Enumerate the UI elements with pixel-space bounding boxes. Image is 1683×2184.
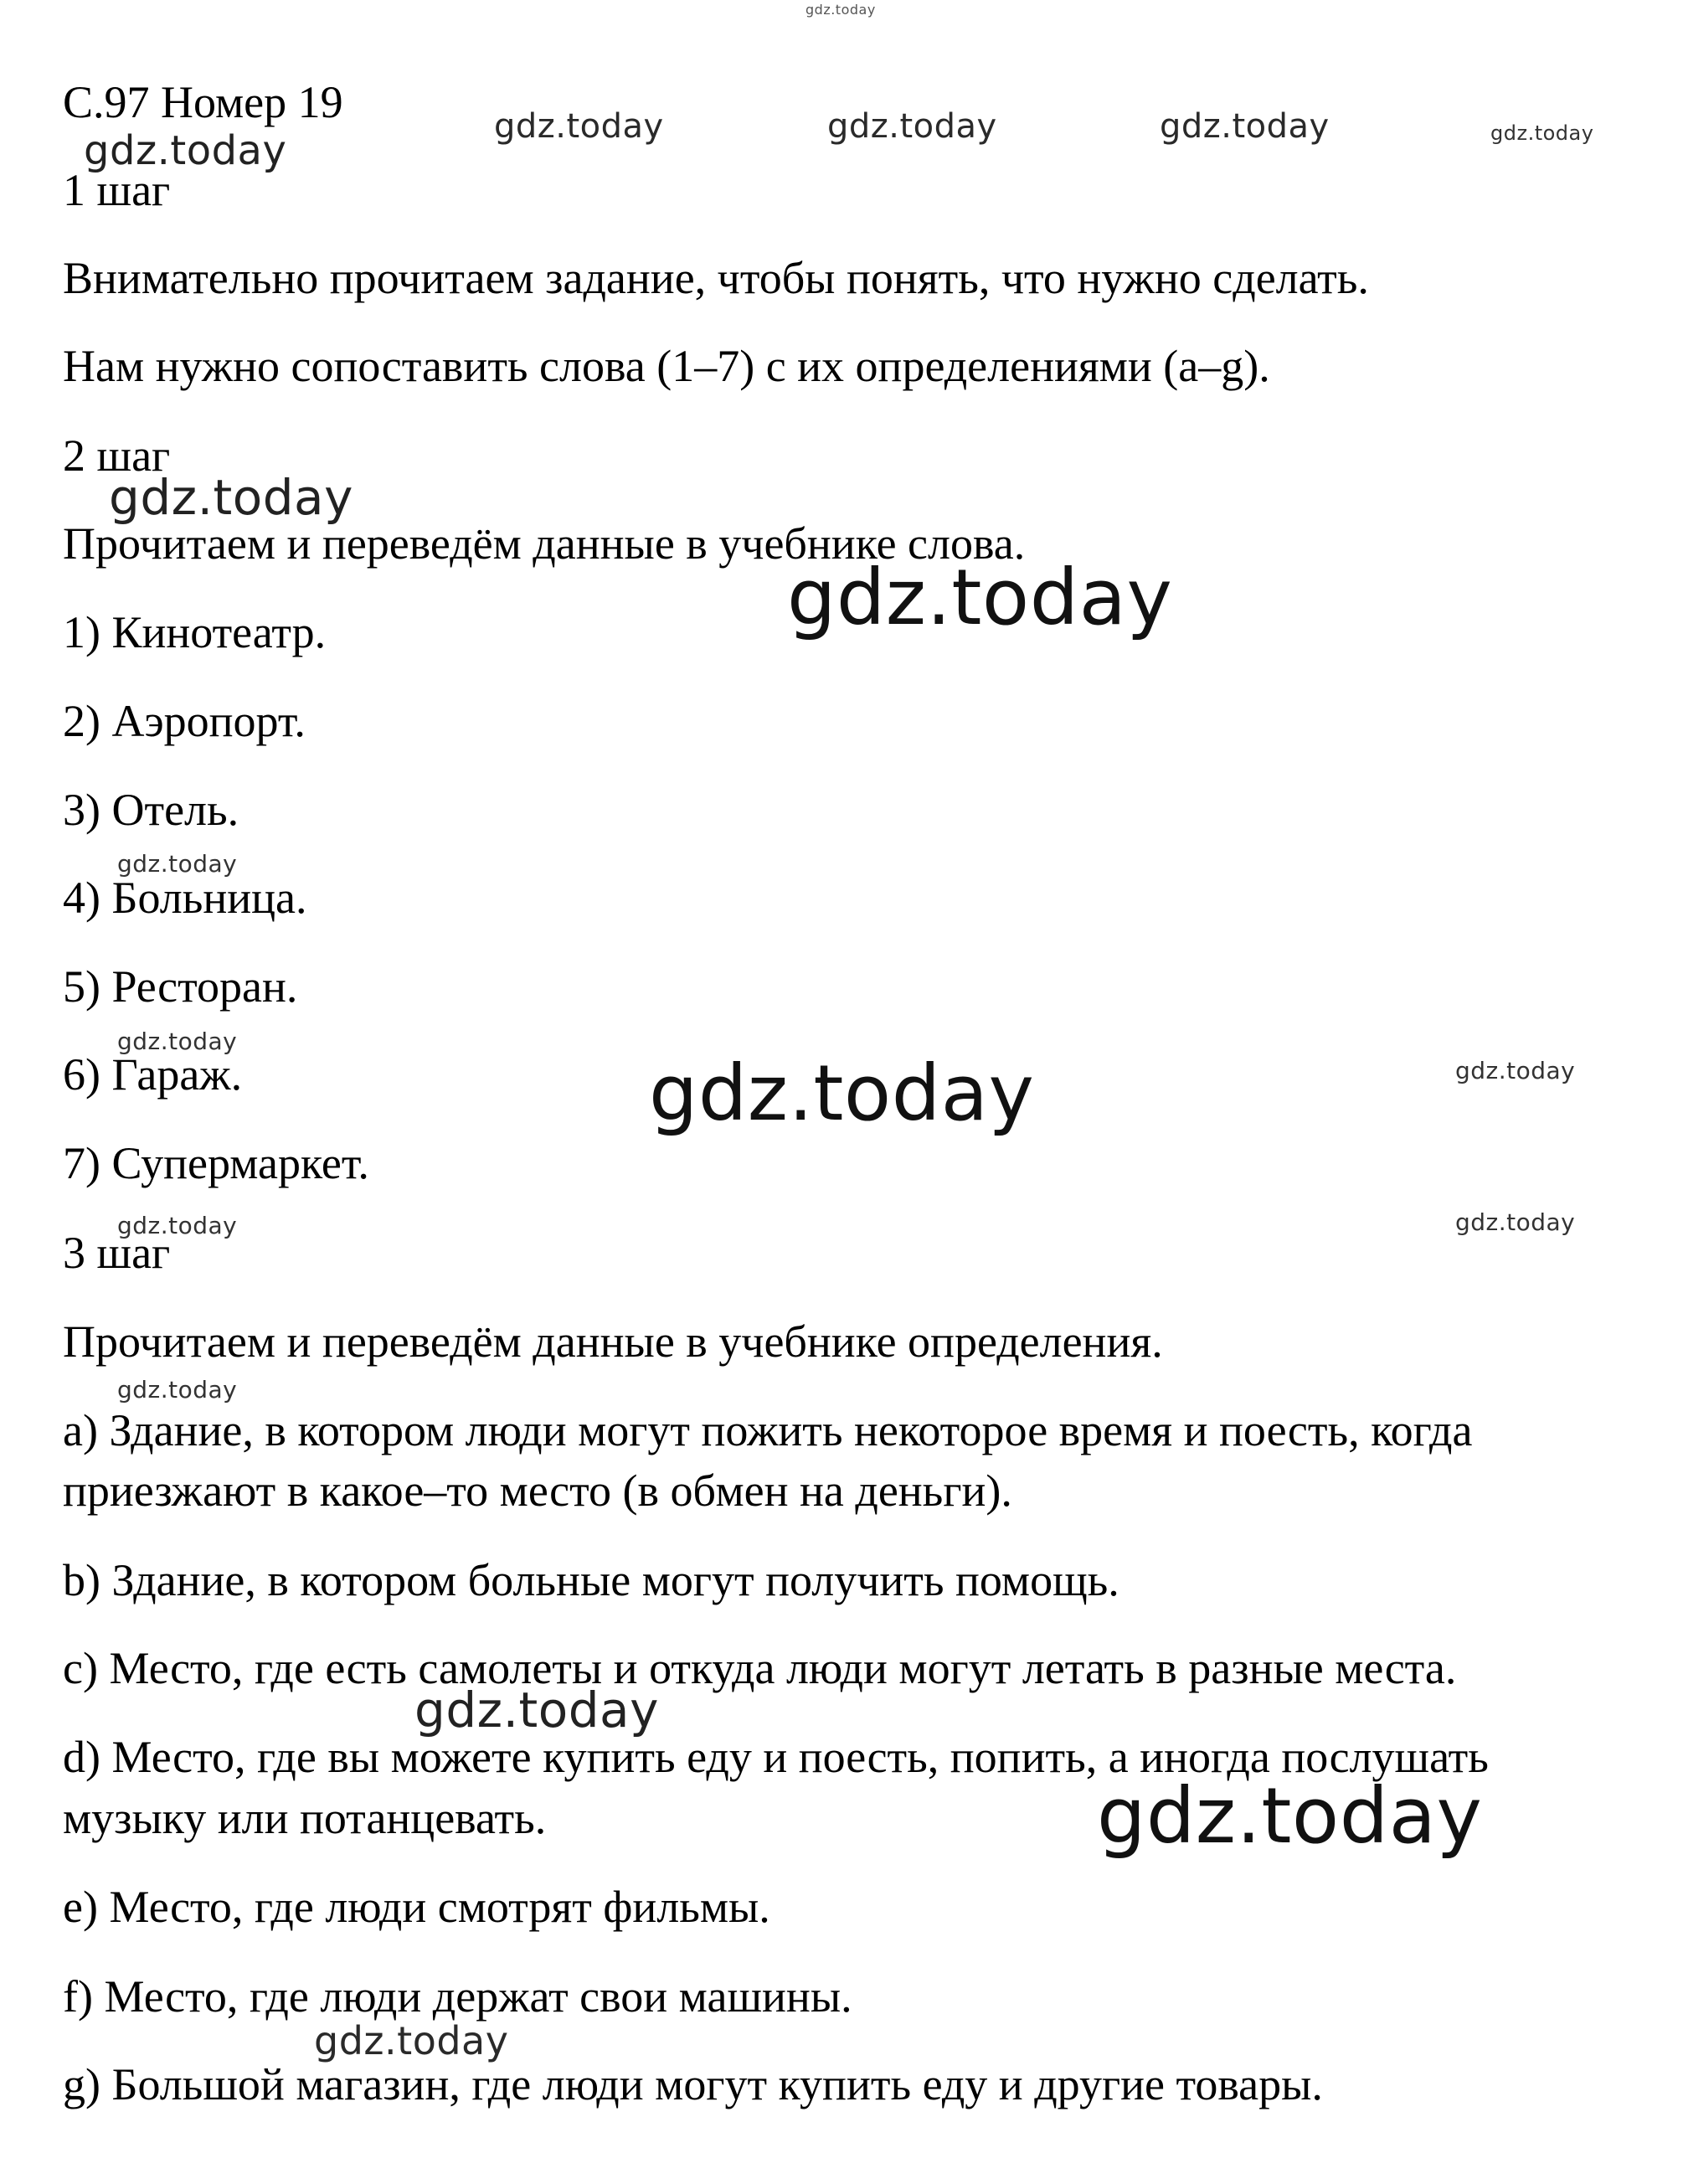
- definition-item: d) Место, где вы можете купить еду и поесть, попить, а иногда послушать: [63, 1732, 1489, 1782]
- word-item: 4) Больница.: [63, 873, 307, 923]
- watermark: gdz.today: [1097, 1771, 1483, 1861]
- watermark: gdz.today: [84, 127, 287, 174]
- word-item: 7) Супермаркет.: [63, 1138, 369, 1188]
- word-item: 1) Кинотеатр.: [63, 607, 327, 657]
- definition-item-continuation: приезжают в какое–то место (в обмен на деньги).: [63, 1465, 1012, 1516]
- definition-item: f) Место, где люди держат свои машины.: [63, 1971, 852, 2022]
- definition-item: b) Здание, в котором больные могут получить помощь.: [63, 1555, 1119, 1605]
- watermark: gdz.today: [1455, 1057, 1576, 1084]
- watermark: gdz.today: [414, 1682, 659, 1738]
- definition-item: g) Большой магазин, где люди могут купить еду и другие товары.: [63, 2059, 1323, 2109]
- watermark: gdz.today: [649, 1048, 1035, 1138]
- definition-item: e) Место, где люди смотрят фильмы.: [63, 1882, 770, 1932]
- step-2-title: 2 шаг: [63, 430, 171, 481]
- definition-item-continuation: музыку или потанцевать.: [63, 1793, 547, 1843]
- definition-item: a) Здание, в котором люди могут пожить некоторое время и поесть, когда: [63, 1405, 1473, 1455]
- watermark: gdz.today: [787, 553, 1173, 642]
- watermark: gdz.today: [109, 469, 353, 526]
- step-3-intro: Прочитаем и переведём данные в учебнике определения.: [63, 1316, 1163, 1367]
- word-item: 2) Аэропорт.: [63, 696, 306, 746]
- step-2-intro: Прочитаем и переведём данные в учебнике слова.: [63, 518, 1026, 569]
- word-item: 6) Гараж.: [63, 1049, 243, 1100]
- watermark: gdz.today: [117, 1212, 238, 1239]
- watermark: gdz.today: [494, 107, 664, 146]
- definition-item: c) Место, где есть самолеты и откуда люди могут летать в разные места.: [63, 1643, 1457, 1693]
- watermark: gdz.today: [1455, 1208, 1576, 1236]
- watermark: gdz.today: [117, 850, 238, 878]
- watermark: gdz.today: [827, 107, 997, 146]
- watermark: gdz.today: [805, 2, 876, 18]
- page-header: С.97 Номер 19: [63, 77, 343, 127]
- step-1-paragraph: Нам нужно сопоставить слова (1–7) с их определениями (a–g).: [63, 341, 1270, 391]
- word-item: 3) Отель.: [63, 785, 239, 835]
- step-1-paragraph: Внимательно прочитаем задание, чтобы понять, что нужно сделать.: [63, 253, 1369, 303]
- watermark: gdz.today: [1160, 107, 1330, 146]
- watermark: gdz.today: [117, 1376, 238, 1404]
- step-3-title: 3 шаг: [63, 1228, 171, 1278]
- word-item: 5) Ресторан.: [63, 961, 298, 1012]
- watermark: gdz.today: [1490, 121, 1594, 145]
- step-1-title: 1 шаг: [63, 165, 171, 215]
- watermark: gdz.today: [117, 1028, 238, 1055]
- watermark: gdz.today: [314, 2018, 509, 2063]
